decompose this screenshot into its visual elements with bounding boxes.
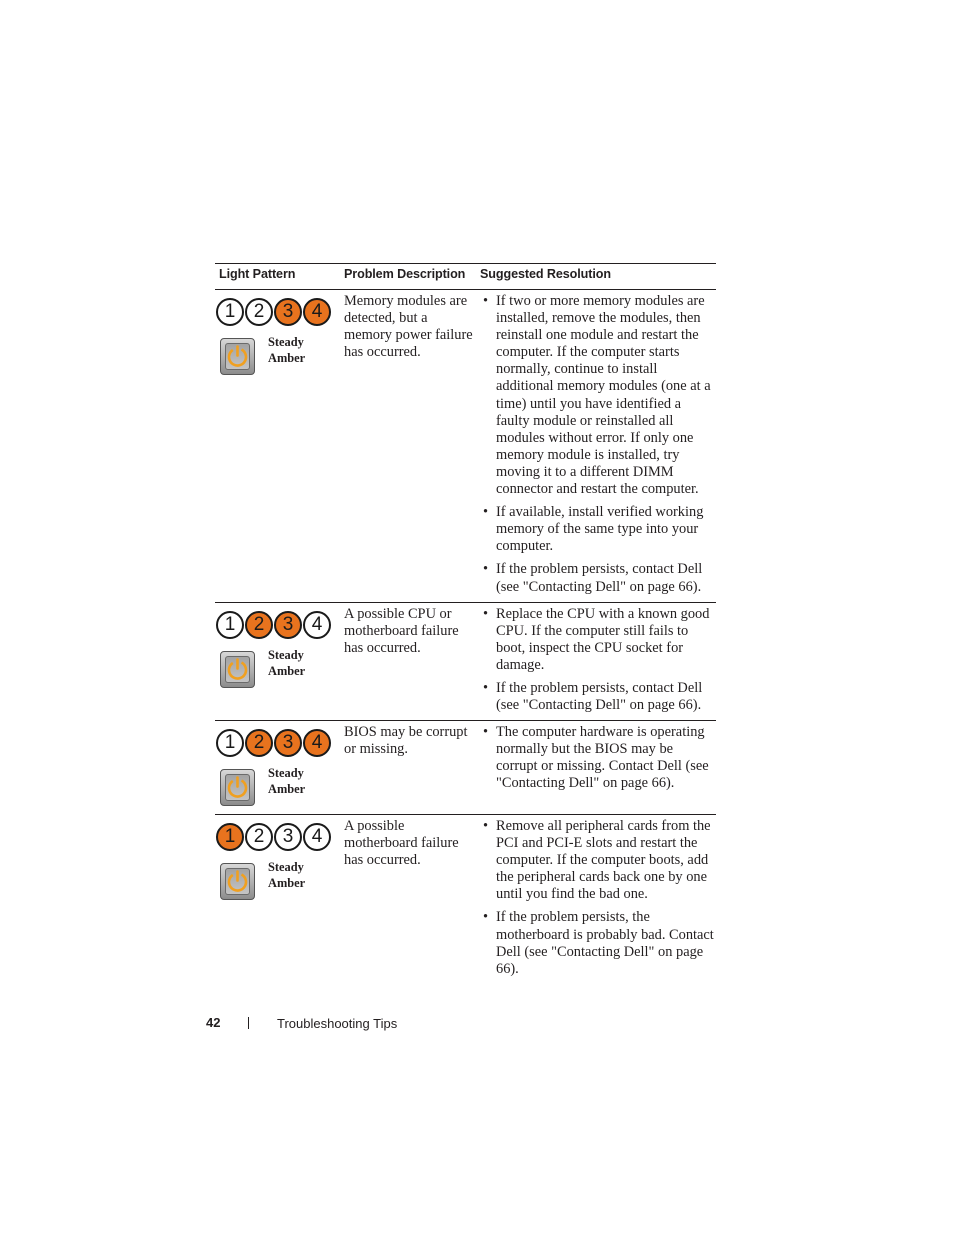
diagnostic-led-icon: 1 — [216, 729, 244, 757]
diagnostic-led-icon: 2 — [245, 823, 273, 851]
suggested-resolution-cell — [481, 724, 717, 798]
power-light-state — [268, 647, 305, 679]
section-title: Troubleshooting Tips — [277, 1016, 398, 1031]
power-button-icon — [220, 863, 255, 900]
resolution-item: • Replace the CPU with a known good CPU. If the computer still fails to boot, inspect the CPU socket for damage. — [481, 606, 717, 674]
header-light-pattern: Light Pattern — [219, 267, 296, 281]
resolution-list — [481, 293, 717, 596]
table-row — [215, 290, 716, 603]
power-light-line2: Amber — [268, 876, 306, 890]
diagnostic-leds — [216, 729, 332, 757]
power-light-line2: Amber — [268, 351, 306, 365]
resolution-item: • If two or more memory modules are installed, remove the modules, then reinstall one module and restart the computer. If the computer starts normally, continue to install additional memory modules (one at a time) until you have identified a faulty module or reinstalled all modules without error. If only one memory module is installed, try moving it to a different DIMM connector and restart the computer. — [481, 293, 717, 498]
table-body — [215, 290, 716, 985]
problem-description-cell: A possible motherboard failure has occurred. — [344, 818, 459, 868]
diagnostic-led-icon: 2 — [245, 729, 273, 757]
diagnostic-led-icon: 3 — [274, 298, 302, 326]
resolution-item: • If the problem persists, the motherboard is probably bad. Contact Dell (see "Contacting Dell" on page 66). — [481, 909, 717, 977]
problem-description-cell: Memory modules are detected, but a memory power failure has occurred. — [344, 293, 473, 360]
diagnostic-lights-table — [215, 263, 716, 985]
header-suggested-resolution: Suggested Resolution — [480, 267, 611, 281]
diagnostic-led-icon: 2 — [245, 298, 273, 326]
diagnostic-led-icon: 3 — [274, 611, 302, 639]
diagnostic-led-icon: 4 — [303, 823, 331, 851]
diagnostic-led-icon: 3 — [274, 823, 302, 851]
resolution-list — [481, 606, 717, 715]
power-light-line2: Amber — [268, 664, 306, 678]
resolution-item: • If the problem persists, contact Dell (see "Contacting Dell" on page 66). — [481, 561, 717, 595]
power-button-icon — [220, 651, 255, 688]
header-problem-description: Problem Description — [344, 267, 466, 281]
resolution-item: • Remove all peripheral cards from the PCI and PCI-E slots and restart the computer. If the computer boots, add the peripheral cards back one by one until you find the bad one. — [481, 818, 717, 903]
diagnostic-led-icon: 4 — [303, 298, 331, 326]
table-row — [215, 721, 716, 815]
power-button-icon — [220, 338, 255, 375]
power-light-line2: Amber — [268, 782, 306, 796]
resolution-item: • If the problem persists, contact Dell (see "Contacting Dell" on page 66). — [481, 680, 717, 714]
resolution-list — [481, 818, 717, 978]
suggested-resolution-cell — [481, 293, 717, 602]
footer-divider — [248, 1017, 249, 1029]
diagnostic-led-icon: 1 — [216, 611, 244, 639]
diagnostic-led-icon: 4 — [303, 729, 331, 757]
power-button-icon — [220, 769, 255, 806]
power-light-state — [268, 765, 305, 797]
diagnostic-leds — [216, 298, 332, 326]
diagnostic-led-icon: 3 — [274, 729, 302, 757]
diagnostic-led-icon: 1 — [216, 823, 244, 851]
page-footer — [0, 1015, 954, 1035]
power-light-line1: Steady — [268, 335, 304, 349]
table-row — [215, 603, 716, 721]
diagnostic-leds — [216, 823, 332, 851]
power-light-line1: Steady — [268, 648, 304, 662]
resolution-list — [481, 724, 717, 792]
problem-description-cell: BIOS may be corrupt or missing. — [344, 724, 468, 757]
diagnostic-leds — [216, 611, 332, 639]
diagnostic-led-icon: 2 — [245, 611, 273, 639]
suggested-resolution-cell — [481, 818, 717, 984]
diagnostic-led-icon: 1 — [216, 298, 244, 326]
power-light-state — [268, 859, 305, 891]
table-header-row — [215, 263, 716, 290]
power-light-line1: Steady — [268, 860, 304, 874]
suggested-resolution-cell — [481, 606, 717, 721]
problem-description-cell: A possible CPU or motherboard failure has occurred. — [344, 606, 459, 656]
resolution-item: • The computer hardware is operating normally but the BIOS may be corrupt or missing. Contact Dell (see "Contacting Dell" on page 66). — [481, 724, 717, 792]
table-row — [215, 815, 716, 985]
page-number: 42 — [206, 1015, 221, 1030]
resolution-item: • If available, install verified working memory of the same type into your computer. — [481, 504, 717, 555]
power-light-line1: Steady — [268, 766, 304, 780]
diagnostic-led-icon: 4 — [303, 611, 331, 639]
power-light-state — [268, 334, 305, 366]
